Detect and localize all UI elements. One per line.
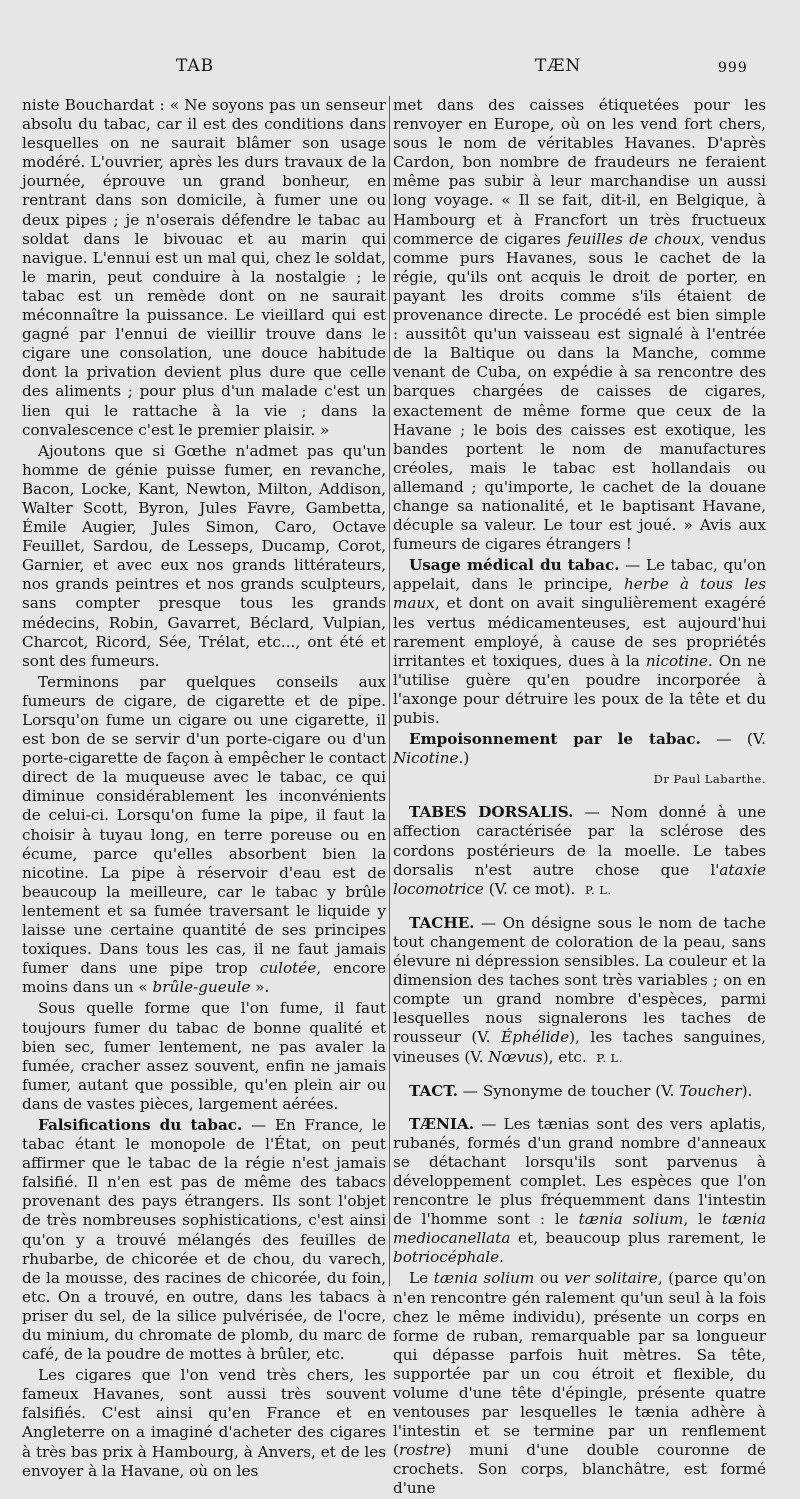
section-heading-empoisonnement: Empoisonnement par le tabac. [409,730,701,749]
column-divider [389,96,390,1286]
entry-tabes-dorsalis: TABES DORSALIS. — Nom donné à une affection caractérisée par la sclérose des cordons postérieurs de la moelle. Le tabes dorsalis n'est autre chose que l'ataxie locomotrice (V. ce mot). P. L. [393,803,766,898]
section-heading-falsifications: Falsifications du tabac. [38,1115,243,1134]
page-number: 999 [718,60,748,76]
left-column [22,96,387,1480]
entry-heading-tabes: TABES DORSALIS. [409,803,574,822]
paragraph-bouchardat-quote: niste Bouchardat : « Ne soyons pas un senseur absolu du tabac, car il est des conditions dans lesquelles on ne saurait blâmer son usage modéré. L'ouvrier, après les durs travaux de la journée, éprouve un grand bonheur, en rentrant dans son domicile, à fumer une ou deux pipes ; je n'oserais défendre le tabac au soldat dans le bivouac et au marin qui navigue. L'ennui est un mal qui, chez le soldat, le marin, peut conduire à la nostalgie ; le tabac est un remède dont on ne saurait méconnaître la puissance. Le vieillard qui est gagné par l'ennui de vieillir trouve dans le cigare une consolation, une douce habitude dont la privation devient plus dure que celle des aliments ; pour plus d'un malade c'est un lien qui le rattache à la vie ; dans la convalescence c'est le premier plaisir. » [22,96,386,439]
right-column [393,96,766,1498]
paragraph-empoisonnement: Empoisonnement par le tabac. — (V. Nicotine.) [393,730,766,768]
paragraph-famous-smokers: Ajoutons que si Gœthe n'admet pas qu'un homme de génie puisse fumer, en revanche, Bacon, Locke, Kant, Newton, Milton, Addison, Walter Scott, Byron, Jules Favre, Gambetta, Émile Augier, Jules Simon, Caro, Octave Feuillet, Sardou, de Lesseps, Ducamp, Corot, Garnier, et avec eux nos grands littérateurs, nos grands peintres et nos grands sculpteurs, sans compter presque tous les grands médecins, Robin, Gavarret, Béclard, Vulpian, Charcot, Ricord, Sée, Trélat, etc..., ont été et sont des fumeurs. [22,441,386,670]
running-head-center: TÆN [535,56,582,76]
entry-heading-tact: TACT. [409,1081,458,1100]
author-signature: Dr Paul Labarthe. [653,772,766,787]
entry-tache: TACHE. — On désigne sous le nom de tache tout changement de coloration de la peau, sans élevure ni dépression sensibles. La couleur et la dimension des taches sont très variables ; on en compte un grand nombre d'espèces, parmi lesquelles nous signalerons les taches de rousseur (V. Éphélide), les taches sanguines, vineuses (V. Nœvus), etc. P. L. [393,913,766,1066]
running-head [0,56,800,82]
entry-heading-taenia: TÆNIA. [409,1114,475,1133]
entry-tact: TACT. — Synonyme de toucher (V. Toucher). [409,1081,753,1100]
initials-tabes: P. L. [585,882,612,897]
paragraph-taenia-solium: Le tænia solium ou ver solitaire, (parce qu'on n'en rencontre gén ralement qu'un seul à la fois chez le même individu), présente un corps en forme de ruban, remarquable par sa longueur qui dépasse parfois huit mètres. Sa tête, supportée par un cou étroit et flexible, du volume d'une tête d'épingle, présente quatre ventouses par lesquelles le tænia adhère à l'intestin et se termine par un renflement (rostre) muni d'une double couronne de crochets. Son corps, blanchâtre, est formé d'une [393,1269,766,1498]
paragraph-smoking-form: Sous quelle forme que l'on fume, il faut toujours fumer du tabac de bonne qualité et bien sec, fumer lentement, ne pas avaler la fumée, cracher assez souvent, enfin ne jamais fumer, autant que possible, qu'en plein air ou dans de vastes pièces, largement aérées. [22,999,386,1113]
running-head-left: TAB [176,56,215,76]
paragraph-havanes: Les cigares que l'on vend très chers, les fameux Havanes, sont aussi très souvent falsifiés. C'est ainsi qu'en France et en Angleterre on a imaginé d'acheter des cigares à très bas prix à Hambourg, à Anvers, et de les envoyer à la Havane, où on les [22,1366,386,1480]
paragraph-usage-medical: Usage médical du tabac. — Le tabac, qu'on appelait, dans le principe, herbe à tous les maux, et dont on avait singulièrement exagéré les vertus médicamenteuses, est aujourd'hui rarement employé, à cause de ses propriétés irritantes et toxiques, dues à la nicotine. On ne l'utilise guère qu'en poudre incorporée à l'axonge pour détruire les poux de la tête et du pubis. [393,556,766,727]
initials-tache: P. L. [596,1050,623,1065]
section-heading-usage-medical: Usage médical du tabac. [409,556,620,575]
paragraph-falsifications: Falsifications du tabac. — En France, le tabac étant le monopole de l'État, on peut affirmer que le tabac de la régie n'est jamais falsifié. Il n'en est pas de même des tabacs provenant des pays étrangers. Ils sont l'objet de très nombreuses sophistications, c'est ainsi qu'on y a trouvé mélangés des feuilles de rhubarbe, de chicorée et de chou, du varech, de la mousse, des racines de chicorée, du foin, etc. On a trouvé, en outre, dans les tabacs à priser du sel, de la silice pulvérisée, de l'ocre, du minium, du chromate de plomb, du marc de café, de la poudre de mottes à brûler, etc. [22,1115,387,1364]
entry-taenia: TÆNIA. — Les tænias sont des vers aplatis, rubanés, formés d'un grand nombre d'anneaux se détachant lorsqu'ils sont parvenus à développement complet. Les espèces que l'on rencontre le plus fréquemment dans l'intestin de l'homme sont : le tænia solium, le tænia mediocanellata et, beaucoup plus rarement, le botriocéphale. [393,1114,766,1267]
entry-heading-tache: TACHE. [409,913,475,932]
paragraph-havanes-continued: met dans des caisses étiquetées pour les renvoyer en Europe, où on les vend fort chers, sous le nom de véritables Havanes. D'après Cardon, bon nombre de fraudeurs ne feraient même pas subir à leur marchandise un aussi long voyage. « Il se fait, dit-il, en Belgique, à Hambourg et à Francfort un très fructueux commerce de cigares feuilles de choux, vendus comme purs Havanes, sous le cachet de la régie, qu'ils ont acquis le droit de porter, en payant les droits comme s'ils étaient de provenance directe. Le procédé est bien simple : aussitôt qu'un vaisseau est signalé à l'entrée de la Baltique ou dans la Manche, comme venant de Cuba, on expédie à sa rencontre des barques chargées de caisses de cigares, exactement de même forme que ceux de la Havane ; le bois des caisses est exotique, les bandes portent le nom de manufactures créoles, mais le tabac est hollandais ou allemand ; qu'importe, le cachet de la douane change sa nationalité, et le baptisant Havane, décuple sa valeur. Le tour est joué. » Avis aux fumeurs de cigares étrangers ! [393,96,766,554]
paragraph-smoking-advice: Terminons par quelques conseils aux fumeurs de cigare, de cigarette et de pipe. Lorsqu'on fume un cigare ou une cigarette, il est bon de se servir d'un porte-cigare ou d'un porte-cigarette de façon à empêcher le contact direct de la muqueuse avec le tabac, ce qui diminue considérablement les inconvénients de celui-ci. Lorsqu'on fume la pipe, il faut la choisir à tuyau long, en terre poreuse ou en écume, parce qu'elles absorbent bien la nicotine. La pipe à réservoir d'eau est de beaucoup la meilleure, car le tabac y brûle lentement et sa fumée traversant le liquide y laisse une certaine quantité de ses principes toxiques. Dans tous les cas, il ne faut jamais fumer dans une pipe trop culotée, encore moins dans un « brûle-gueule ». [22,672,386,997]
